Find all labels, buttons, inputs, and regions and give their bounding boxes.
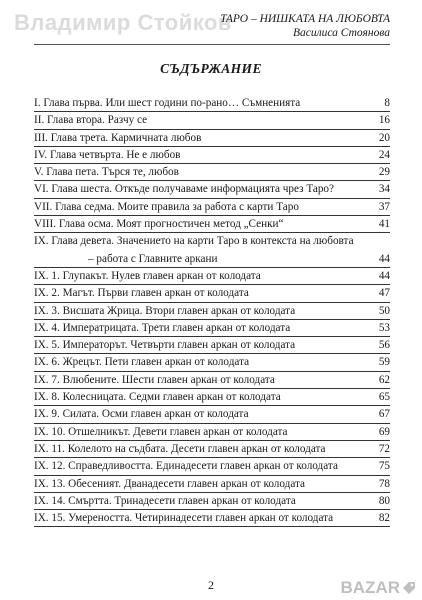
toc-entry (34, 285, 390, 302)
toc-entry-page: 53 (378, 321, 390, 334)
toc-entry-page: 24 (378, 148, 390, 161)
toc-entry-title: III. Глава трета. Кармичната любов (34, 131, 202, 144)
toc-entry-title: IX. 13. Обесеният. Дванадесети главен аркан от колодата (34, 477, 306, 490)
toc-entry-page: 44 (378, 269, 390, 282)
toc-entry (34, 164, 390, 181)
toc-entry-title: IX. 5. Императорът. Четвърти главен аркан от колодата (34, 339, 296, 352)
brand-tag-icon (402, 581, 416, 595)
toc-entry-page: 65 (378, 391, 390, 404)
toc-entry-page: 69 (378, 425, 390, 438)
toc-entry-title: VII. Глава седма. Моите правила за работа с карти Таро (34, 200, 299, 213)
toc-entry (34, 95, 390, 112)
toc-entry (34, 268, 390, 285)
toc-entry-title: VI. Глава шеста. Откъде получаваме информацията чрез Таро? (34, 183, 334, 196)
toc-entry-title: IV. Глава четвърта. Не е любов (34, 148, 181, 161)
toc-entry-title: IX. 2. Магът. Първи главен аркан от колодата (34, 287, 249, 300)
toc-entry (34, 112, 390, 129)
toc-entry (34, 441, 390, 458)
toc-entry (34, 476, 390, 493)
toc-list (34, 95, 390, 527)
toc-entry-page: 72 (378, 442, 390, 455)
toc-entry-page: 50 (378, 304, 390, 317)
toc-entry (34, 337, 390, 354)
toc-entry-page: 59 (378, 356, 390, 369)
toc-entry-title: IX. Глава девета. Значението на карти Таро в контекста на любовта (34, 235, 354, 248)
toc-entry-title: VIII. Глава осма. Моят прогностичен метод „Сенки“ (34, 218, 284, 231)
toc-entry-page: 75 (378, 460, 390, 473)
toc-entry-title: IX. 10. Отшелникът. Девети главен аркан от колодата (34, 425, 288, 438)
running-header (220, 12, 390, 40)
toc-entry-page: 34 (378, 183, 390, 196)
toc-entry-title: II. Глава втора. Разчу се (34, 114, 148, 127)
toc-entry-page: 80 (378, 494, 390, 507)
toc-entry-page: 20 (378, 131, 390, 144)
toc-entry-title: I. Глава първа. Или шест години по-рано… Съмненията (34, 97, 301, 109)
toc-entry-page: 67 (378, 408, 390, 421)
toc-entry (34, 406, 390, 423)
toc-entry-title: IX. 4. Императрицата. Трети главен аркан от колодата (34, 321, 291, 334)
book-author: Василиса Стоянова (292, 27, 390, 39)
toc-entry (34, 199, 390, 216)
toc-entry-title: IX. 11. Колелото на съдбата. Десети главен аркан от колодата (34, 442, 326, 455)
toc-entry-title: V. Глава пета. Търся те, любов (34, 166, 179, 179)
toc-entry (34, 354, 390, 371)
toc-entry-title: IX. 3. Висшата Жрица. Втори главен аркан от колодата (34, 304, 296, 317)
toc-entry-title: IX. 12. Справедливостта. Единадесети главен аркан от колодата (34, 460, 338, 473)
toc-entry-page: 78 (378, 477, 390, 490)
toc-entry (34, 424, 390, 441)
toc-entry-page: 62 (378, 373, 390, 386)
toc-entry-title: IX. 14. Смъртта. Тринадесети главен аркан от колодата (34, 494, 296, 507)
toc-entry (34, 389, 390, 406)
toc-entry-title: IX. 7. Влюбените. Шести главен аркан от колодата (34, 373, 275, 386)
toc-title: СЪДЪРЖАНИЕ (160, 61, 262, 76)
header-divider (34, 44, 390, 45)
toc-entry (34, 510, 390, 527)
toc-entry-page: 44 (378, 252, 390, 265)
toc-entry (34, 233, 390, 250)
toc-entry-page: 29 (378, 166, 390, 179)
toc-entry-page: 16 (378, 114, 390, 127)
toc-entry (34, 303, 390, 320)
toc-entry (34, 372, 390, 389)
toc-entry (34, 458, 390, 475)
toc-entry-page: 56 (378, 339, 390, 352)
toc-entry-page: 47 (378, 287, 390, 300)
toc-entry-title: – работа с Главните аркани (88, 252, 218, 265)
toc-entry-title: IX. 15. Умереността. Четиринадесети главен аркан от колодата (34, 512, 334, 525)
toc-entry-page: 82 (378, 512, 390, 525)
brand-label: BAZAR (340, 578, 400, 597)
toc-entry-page: 8 (384, 97, 390, 109)
brand-watermark (341, 578, 417, 598)
book-title: ТАРО – НИШКАТА НА ЛЮБОВТА (220, 13, 390, 25)
toc-entry-title: IX. 6. Жрецът. Пети главен аркан от колодата (34, 356, 250, 369)
toc-entry-title: IX. 8. Колесницата. Седми главен аркан от колодата (34, 391, 281, 404)
toc-entry (34, 216, 390, 233)
toc-entry (34, 493, 390, 510)
toc-entry (34, 130, 390, 147)
page-number: 2 (208, 578, 214, 592)
toc-entry (34, 251, 390, 268)
watermark-text: Владимир Стойков (14, 10, 232, 35)
toc-entry (34, 181, 390, 198)
toc-entry (34, 147, 390, 164)
toc-entry-page: 37 (378, 200, 390, 213)
toc-entry-title: IX. 1. Глупакът. Нулев главен аркан от колодата (34, 269, 261, 282)
toc-entry-page: 41 (378, 218, 390, 231)
toc-entry-title: IX. 9. Силата. Осми главен аркан от колодата (34, 408, 249, 421)
toc-entry (34, 320, 390, 337)
